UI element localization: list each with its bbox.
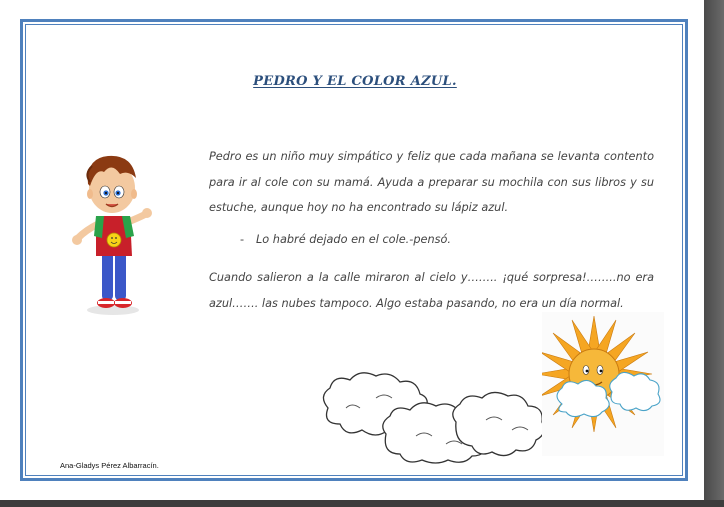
clouds-drawing	[316, 368, 546, 466]
sun-with-clouds	[542, 312, 664, 456]
story-title: PEDRO Y EL COLOR AZUL.	[253, 74, 457, 89]
viewer-background-bottom	[0, 500, 724, 507]
bullet-dash: -	[240, 233, 245, 246]
author-credit: Ana-Gladys Pérez Albarracín.	[60, 461, 159, 470]
story-paragraph-2: Cuando salieron a la calle miraron al cielo y…….. ¡qué sorpresa!……..no era azul……. las nubes tampoco. Algo estaba pasando, no era un día normal.	[209, 271, 654, 310]
viewer-background-right	[704, 0, 724, 507]
boy-illustration	[68, 148, 154, 320]
bullet-text: Lo habré dejado en el cole.-pensó.	[256, 233, 452, 246]
story-paragraph-1: Pedro es un niño muy simpático y feliz que cada mañana se levanta contento para ir al cole con su mamá. Ayuda a preparar su mochila con sus libros y su estuche, aunque hoy no ha encontrado su lápiz azul.	[209, 150, 654, 214]
